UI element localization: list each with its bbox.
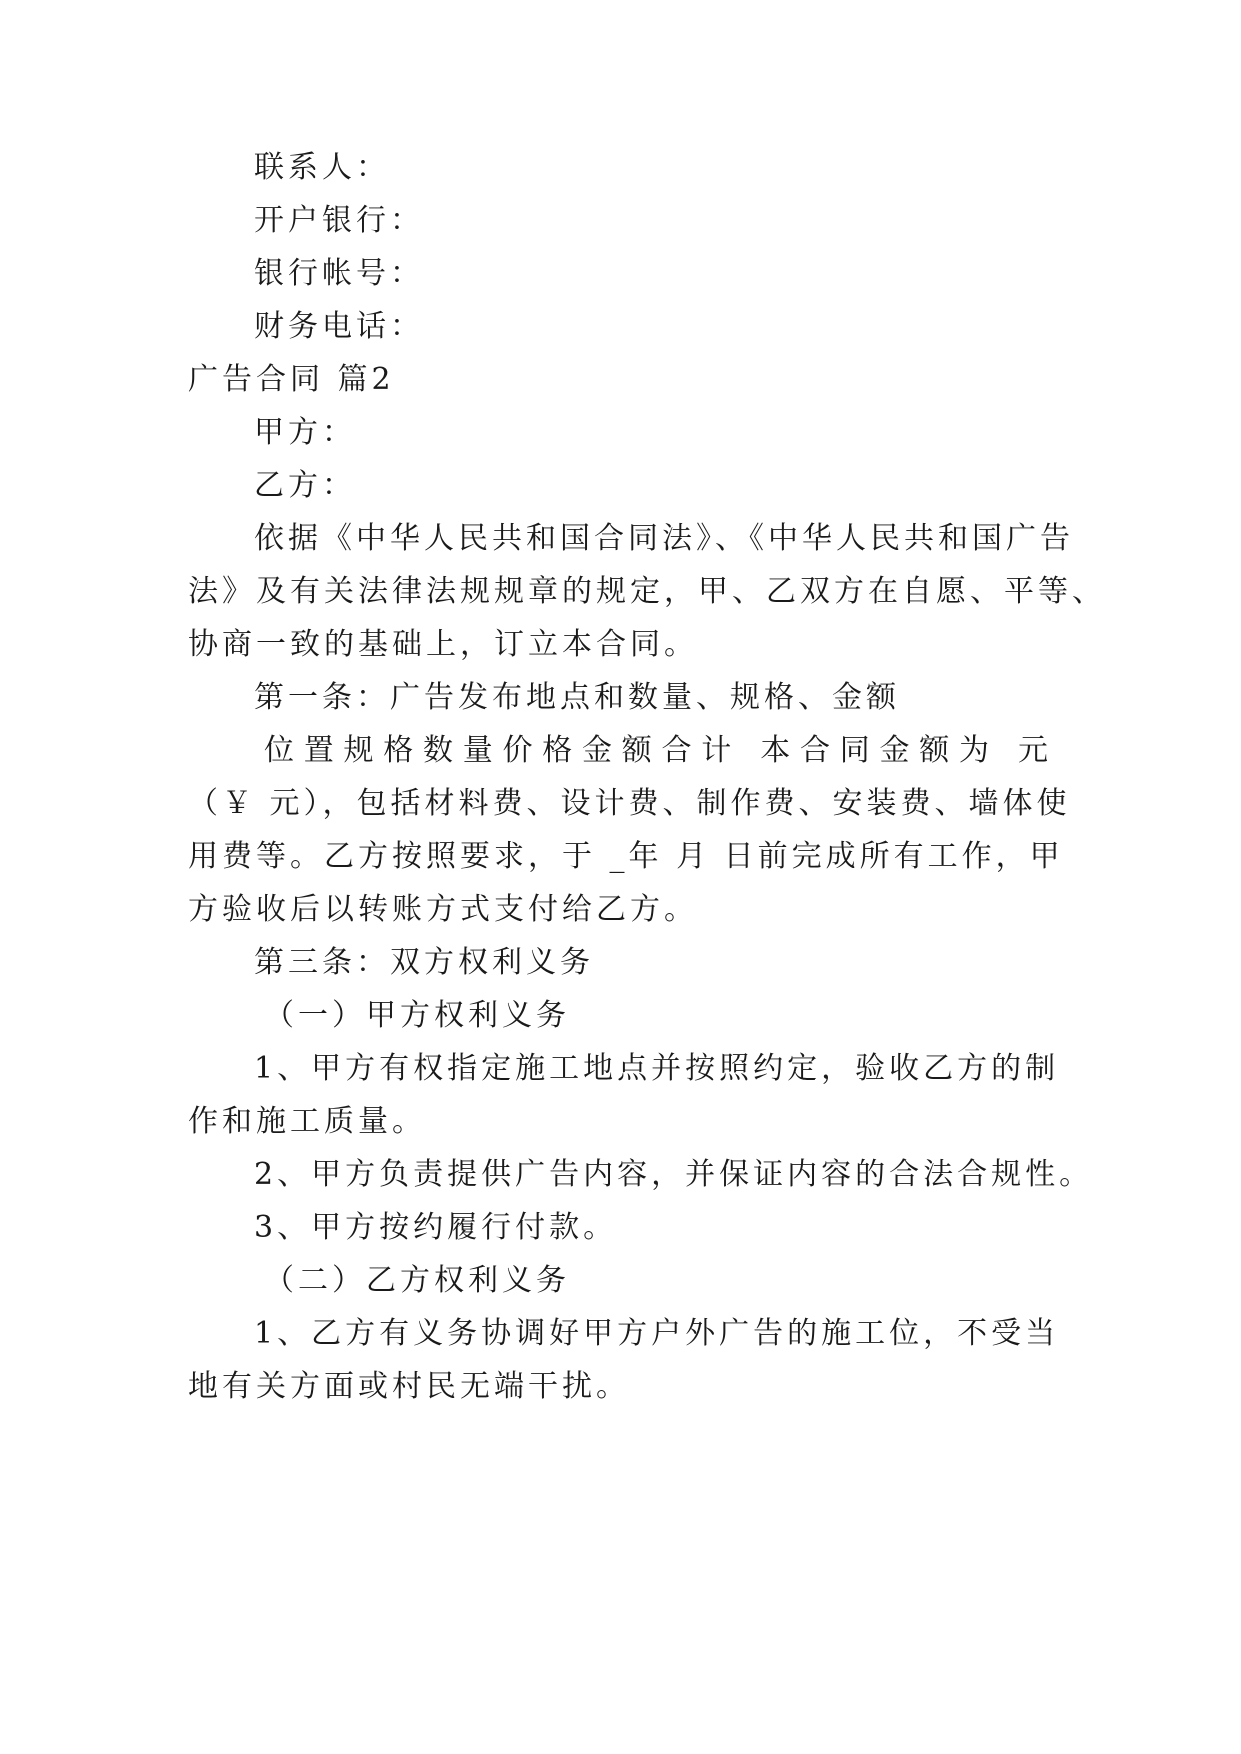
paragraph-line: 方验收后以转账方式支付给乙方。 bbox=[188, 892, 698, 927]
paragraph-line: 协商一致的基础上，订立本合同。 bbox=[188, 627, 698, 662]
paragraph-line: 依据《中华人民共和国合同法》、《中华人民共和国广告 bbox=[254, 521, 1074, 556]
paragraph-line: 位置规格数量价格金额合计 本合同金额为 元 bbox=[264, 733, 1052, 768]
section-heading: 广告合同 篇2 bbox=[188, 362, 395, 397]
list-item-continuation: 作和施工质量。 bbox=[188, 1104, 426, 1139]
list-item: 2、甲方负责提供广告内容，并保证内容的合法合规性。 bbox=[254, 1157, 1094, 1192]
list-item: 1、乙方有义务协调好甲方户外广告的施工位，不受当 bbox=[254, 1316, 1060, 1351]
paragraph-line: （￥ 元），包括材料费、设计费、制作费、安装费、墙体使 bbox=[188, 786, 1071, 821]
article-heading: 第三条：双方权利义务 bbox=[254, 945, 594, 980]
list-item-continuation: 地有关方面或村民无端干扰。 bbox=[188, 1369, 630, 1404]
paragraph-line: 用费等。乙方按照要求，于 _年 月 日前完成所有工作，甲 bbox=[188, 839, 1064, 874]
list-item: 3、甲方按约履行付款。 bbox=[254, 1210, 618, 1245]
finance-phone-label: 财务电话： bbox=[254, 309, 424, 344]
bank-account-label: 银行帐号： bbox=[254, 256, 424, 291]
subsection-heading: （一）甲方权利义务 bbox=[264, 998, 570, 1033]
list-item: 1、甲方有权指定施工地点并按照约定，验收乙方的制 bbox=[254, 1051, 1060, 1086]
paragraph-line: 法》及有关法律法规规章的规定，甲、乙双方在自愿、平等、 bbox=[188, 574, 1106, 609]
article-heading: 第一条：广告发布地点和数量、规格、金额 bbox=[254, 680, 900, 715]
subsection-heading: （二）乙方权利义务 bbox=[264, 1263, 570, 1298]
party-b-label: 乙方： bbox=[254, 468, 356, 503]
party-a-label: 甲方： bbox=[254, 415, 356, 450]
bank-name-label: 开户银行： bbox=[254, 203, 424, 238]
contact-person-label: 联系人： bbox=[254, 150, 390, 185]
